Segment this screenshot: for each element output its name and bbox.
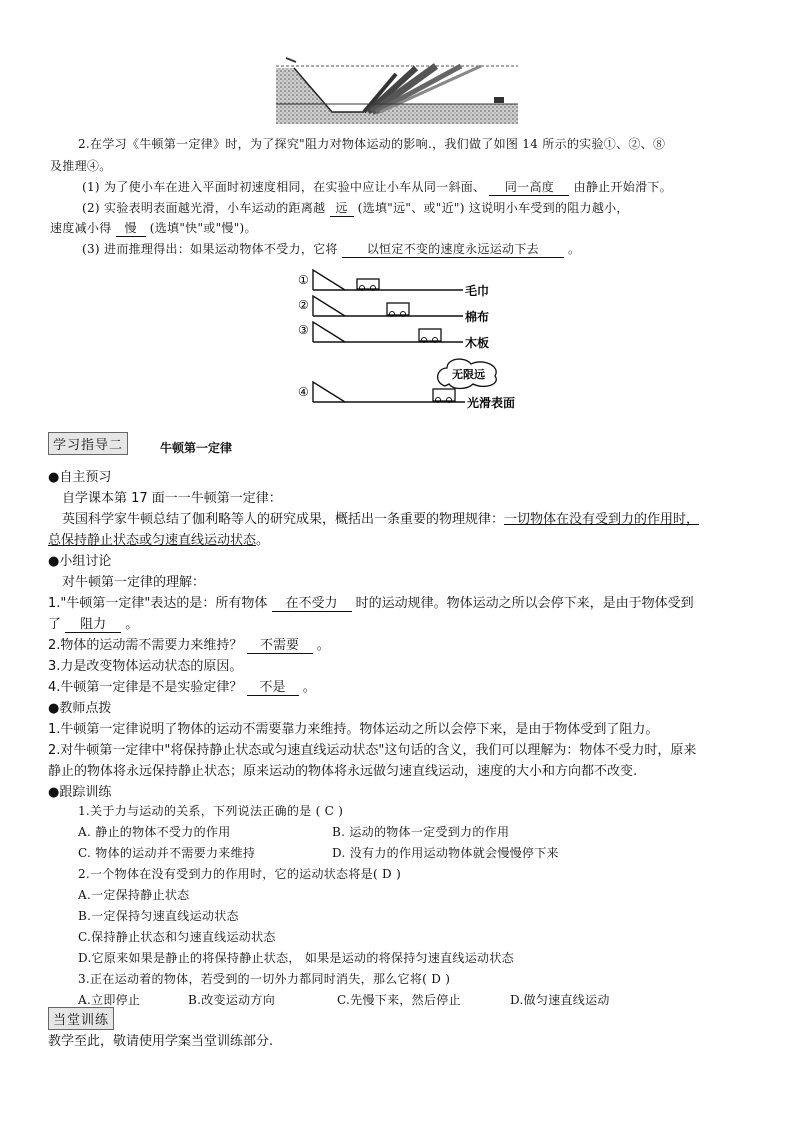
practice-q2-option-c: C.保持静止状态和匀速直线运动状态 (78, 930, 276, 944)
discussion-q4-post: 。 (302, 680, 316, 695)
preview-line2-answer: 一切物体在没有受到力的作用时， (504, 512, 700, 527)
cotton-label: 棉布 (465, 310, 490, 324)
discussion-q1-answer: 在不受力 (272, 596, 352, 612)
discussion-q2-text: 2.物体的运动需不需要力来维持？ (48, 638, 243, 653)
q2-part1 (82, 178, 672, 196)
discussion-q4 (48, 676, 316, 696)
q2-part3-answer: 以恒定不变的速度永远运动下去 (342, 242, 564, 258)
q2-part2b (50, 219, 257, 237)
preview-line3-post: 。 (256, 533, 270, 548)
smooth-surface-label: 光滑表面 (467, 396, 516, 410)
q2-part3-text: (3) 进而推理得出：如果运动物体不受力，它将 (82, 242, 338, 256)
discussion-q1b-post: 。 (125, 617, 139, 632)
discussion-q1b-text: 了 (48, 617, 62, 632)
q2-part1-answer: 同一高度 (489, 180, 569, 196)
q2-part2-text: (2) 实验表明表面越光滑，小车运动的距离越 (82, 201, 326, 215)
discussion-q1b (48, 613, 138, 633)
practice-heading: ●跟踪训练 (48, 785, 112, 800)
practice-q2-option-b: B.一定保持匀速直线运动状态 (78, 909, 239, 923)
preview-line3-answer: 总保持静止状态或匀速直线运动状态 (48, 533, 257, 548)
row3-number: ③ (298, 323, 309, 337)
practice-q3-option-d: D.做匀速直线运动 (510, 993, 610, 1007)
practice-q1-option-c: C. 物体的运动并不需要力来维持 (78, 846, 256, 860)
practice-q2-option-a: A.一定保持静止状态 (78, 888, 190, 902)
q2-intro-cont: 及推理④。 (50, 159, 112, 173)
practice-q1-option-b: B. 运动的物体一定受到力的作用 (332, 825, 510, 839)
q2-part3-text-post: 。 (567, 242, 581, 256)
discussion-q1-text: 1."牛顿第一定律"表达的是：所有物体 (48, 596, 268, 611)
q2-part2 (82, 199, 629, 217)
row1-number: ① (298, 273, 309, 287)
teacher-line3: 静止的物体将永远保持静止状态；原来运动的物体将永远做匀速直线运动，速度的大小和方向都不改变. (48, 764, 638, 779)
practice-q3: 3.正在运动着的物体，若受到的一切外力都同时消失，那么它将( D ) (78, 972, 451, 986)
preview-line2-text: 英国科学家牛顿总结了伽利略等人的研究成果，概括出一条重要的物理规律： (62, 512, 505, 527)
teacher-line1: 1.牛顿第一定律说明了物体的运动不需要靠力来维持。物体运动之所以会停下来，是由于物体受到了阻力。 (48, 722, 659, 737)
study-guide-2-box: 学习指导二 (48, 432, 128, 455)
discussion-q1-text-post: 时的运动规律。物体运动之所以会停下来，是由于物体受到 (355, 596, 694, 611)
q2-part1-text: (1) 为了使小车在进入平面时初速度相同，在实验中应让小车从同一斜面、 (82, 180, 486, 194)
q2-part2b-text-post: (选填"快"或"慢")。 (149, 221, 257, 235)
practice-q1-option-d: D. 没有力的作用运动物体就会慢慢停下来 (332, 846, 559, 860)
discussion-q4-answer: 不是 (247, 680, 299, 696)
practice-q3-option-a: A.立即停止 (78, 993, 141, 1007)
preview-line3 (48, 529, 269, 548)
surfaces-figure (295, 264, 535, 414)
practice-q3-option-c: C.先慢下来，然后停止 (337, 993, 461, 1007)
q2-part2-text-mid: (选填"远"、或"近") 这说明小车受到的阻力越小， (357, 201, 629, 215)
practice-q2: 2.一个物体在没有受到力的作用时，它的运动状态将是( D ) (78, 867, 402, 881)
discussion-q1b-answer: 阻力 (65, 617, 121, 633)
teacher-line2: 2.对牛顿第一定律中"将保持静止状态或匀速直线运动状态"这句话的含义，我们可以理解为：物体不受力时，原来 (48, 743, 697, 758)
bubble-text: 无限远 (452, 368, 485, 381)
wood-label: 木板 (465, 336, 490, 350)
discussion-q1 (48, 592, 694, 612)
practice-q1: 1.关于力与运动的关系，下列说法正确的是 ( C ) (78, 804, 344, 818)
discussion-q2-post: 。 (316, 638, 330, 653)
preview-line2 (62, 508, 699, 527)
discussion-q4-text: 4.牛顿第一定律是不是实验定律？ (48, 680, 243, 695)
row2-number: ② (298, 298, 309, 312)
q2-part2b-text: 速度减小得 (50, 221, 112, 235)
practice-q1-option-a: A. 静止的物体不受力的作用 (78, 825, 231, 839)
section-title: 牛顿第一定律 (160, 441, 233, 455)
slope-experiment-figure (276, 54, 518, 124)
q2-part2-answer2: 慢 (116, 221, 146, 237)
q2-intro: 2.在学习《牛顿第一定律》时，为了探究"阻力对物体运动的影响.，我们做了如图 14 所示的实验①、②、⑧ (78, 137, 666, 151)
discussion-q3: 3.力是改变物体运动状态的原因。 (48, 659, 243, 674)
discussion-q2-answer: 不需要 (247, 638, 313, 654)
teacher-heading: ●教师点拨 (48, 701, 112, 716)
discussion-heading: ●小组讨论 (48, 554, 112, 569)
preview-heading: ●自主预习 (48, 470, 112, 485)
q2-part1-text-post: 由静止开始滑下。 (573, 180, 672, 194)
row4-number: ④ (298, 385, 309, 399)
discussion-intro: 对牛顿第一定律的理解： (62, 575, 206, 590)
preview-line1: 自学课本第 17 面一一牛顿第一定律： (62, 491, 282, 506)
towel-label: 毛巾 (465, 284, 490, 298)
classwork-text: 教学至此，敬请使用学案当堂训练部分. (48, 1034, 274, 1049)
q2-part3 (82, 240, 580, 258)
practice-q3-option-b: B.改变运动方向 (188, 993, 276, 1007)
practice-q2-option-d: D.它原来如果是静止的将保持静止状态， 如果是运动的将保持匀速直线运动状态 (78, 951, 514, 965)
q2-part2-answer1: 远 (330, 201, 354, 217)
discussion-q2 (48, 634, 330, 654)
classwork-box: 当堂训练 (48, 1007, 114, 1030)
